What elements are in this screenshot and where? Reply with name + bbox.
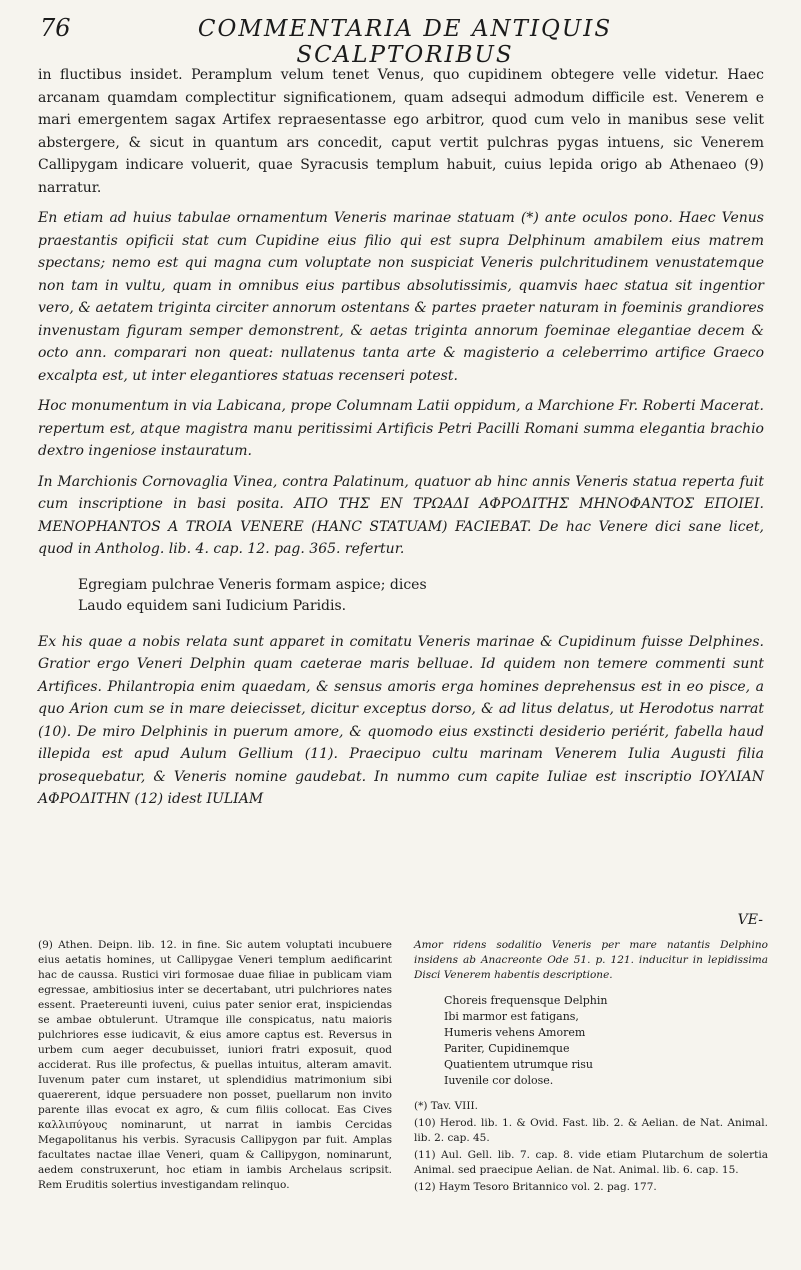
page-number: 76 <box>40 14 71 42</box>
footnote-intro: Amor ridens sodalitio Veneris per mare natantis Delphino insidens ab Anacreonte Ode 51. p. 121. inducitur in lepidissima Disci Venerem habentis descriptione. <box>414 939 768 981</box>
footnotes <box>38 938 768 1197</box>
main-text <box>38 64 764 819</box>
paragraph-2: En etiam ad huius tabulae ornamentum Veneris marinae statuam (*) ante oculos pono. Haec Venus praestantis opificii stat cum Cupidine eius filio qui est supra Delphinum amabilem eius matrem spectans; nemo est qui magna cum voluptate non suspiciat Veneris pulchritudinem venustatemque non tam in vultu, quam in omnibus eius partibus absolutissimis, quamvis haec statua sit ingentior vero, & aetatem triginta circiter annorum ostentans & partes praeter naturam in foeminis grandiores invenustam figuram semper demonstrent, & aetas triginta annorum foeminae elegantiae decem & octo ann. comparari non queat: nullatenus tanta arte & magisterio a celeberrimo artifice Graeco excalpta est, ut inter elegantiores statuas recenseri potest. <box>38 210 764 384</box>
footnote-verse-line: Humeris vehens Amorem <box>444 1026 586 1039</box>
catchword: VE- <box>737 912 763 928</box>
footnote-9: (9) Athen. Deipn. lib. 12. in fine. Sic autem voluptati incubuere eius aetatis homines, ut Callipygae Veneri templum aedificarint hac de caussa. Rustici viri formosae duae filiae in publicam viam egressae, ambitiosius inter se decertabant, utri pulchriores nates essent. Praetereunti iuveni, cuius pater senior erat, inspiciendas se ambae obtulerunt. Utramque ille conspicatus, natu maioris pulchriores esse iudicavit, & eius amore captus est. Reversus in urbem cum aeger decubuisset, iuniori fratri exposuit, quod acciderat. Rus ille profectus, & puellas intuitus, alteram amavit. Iuvenum pater cum instaret, ut splendidius matrimonium sibi quaererent, idque persuadere non posset, puellarum non invito parente illas evocat ex agro, & cum filiis collocat. Eas Cives καλλιπύγους nominarunt, ut narrat in iambis Cercidas Megapolitanus his verbis. Syracusis Callipygon par fuit. Amplas facultates nactae illae Veneri, quam & Callipygon, nominarunt, aedem construxerunt, hoc etiam in iambis Archelaus scripsit. Rem Eruditis solertius investigandam relinquo. <box>38 939 392 1191</box>
footnote-verse-line: Ibi marmor est fatigans, <box>444 1010 579 1023</box>
running-head: COMMENTARIA DE ANTIQUIS SCALPTORIBUS <box>197 16 613 68</box>
paragraph-3: Hoc monumentum in via Labicana, prope Columnam Latii oppidum, a Marchione Fr. Roberti Macerat. repertum est, atque magistra manu peritissimi Artificis Petri Pacilli Romani summa elegantia brachio dextro ingeniose instauratum. <box>38 398 764 459</box>
footnote-verse-line: Pariter, Cupidinemque <box>444 1042 570 1055</box>
paragraph-4: In Marchionis Cornovaglia Vinea, contra Palatinum, quatuor ab hinc annis Veneris statua reperta fuit cum inscriptione in basi posita. ΑΠΟ ΤΗΣ ΕΝ ΤΡΩΑΔΙ ΑΦΡΟΔΙΤΗΣ ΜΗΝΟΦΑΝΤΟΣ ΕΠΟΙΕΙ. MENOPHANTOS A TROIA VENERE (HANC STATUAM) FACIEBAT. De hac Venere dici sane licet, quod in Antholog. lib. 4. cap. 12. pag. 365. refertur. <box>38 473 764 557</box>
paragraph-5: Ex his quae a nobis relata sunt apparet in comitatu Veneris marinae & Cupidinum fuisse Delphines. Gratior ergo Veneri Delphin quam caeterae maris belluae. Id quidem non temere commenti sunt Artifices. Philantropia enim quaedam, & sensus amoris erga homines deprehensus est in eo pisce, a quo Arion cum se in mare deiecisset, dicitur exceptus dorso, & ad litus delatus, ut Herodotus narrat (10). De miro Delphinis in puerum amore, & quomodo eius exstincti desiderio periérit, fabella haud illepida est apud Aulum Gellium (11). Praecipuo cultu marinam Venerem Iulia Augusti filia prosequebatur, & Veneris nomine gaudebat. In nummo cum capite Iuliae est inscriptio ΙΟΥΛΙΑΝ ΑΦΡΟΔΙΤΗΝ (12) idest IULIAM <box>38 633 764 807</box>
verse-line-2: Laudo equidem sani Iudicium Paridis. <box>78 597 347 614</box>
page-header <box>40 14 770 68</box>
verse-line-1: Egregiam pulchrae Veneris formam aspice; dices <box>78 576 427 593</box>
paragraph-1: in fluctibus insidet. Peramplum velum tenet Venus, quo cupidinem obtegere velle videtur. Haec arcanam quamdam complectitur significationem, quam adsequi admodum difficile est. Venerem e mari emergentem sagax Artifex repraesentasse ego arbitror, quod cum velo in manibus sese velit abstergere, & sicut in quantum ars concedit, caput vertit pulchras pygas intuens, sic Venerem Callipygam indicare voluerit, quae Syracusis templum habuit, cuius lepida origo ab Athenaeo (9) narratur. <box>38 67 764 196</box>
footnote-verse-line: Quatientem utrumque risu <box>444 1058 593 1071</box>
footnote-11: (11) Aul. Gell. lib. 7. cap. 8. vide etiam Plutarchum de solertia Animal. sed praecipue Aelian. de Nat. Animal. lib. 6. cap. 15. <box>414 1149 768 1176</box>
footnote-column-right <box>414 938 768 1197</box>
verse-quote <box>78 575 764 617</box>
footnote-verse-line: Choreis frequensque Delphin <box>444 994 608 1007</box>
footnote-star: (*) Tav. VIII. <box>414 1100 478 1112</box>
footnote-verse <box>444 993 768 1089</box>
footnote-verse-line: Iuvenile cor dolose. <box>444 1074 554 1087</box>
footnote-column-left <box>38 938 392 1197</box>
footnote-10: (10) Herod. lib. 1. & Ovid. Fast. lib. 2. & Aelian. de Nat. Animal. lib. 2. cap. 45. <box>414 1117 768 1144</box>
footnote-12: (12) Haym Tesoro Britannico vol. 2. pag. 177. <box>414 1181 657 1193</box>
